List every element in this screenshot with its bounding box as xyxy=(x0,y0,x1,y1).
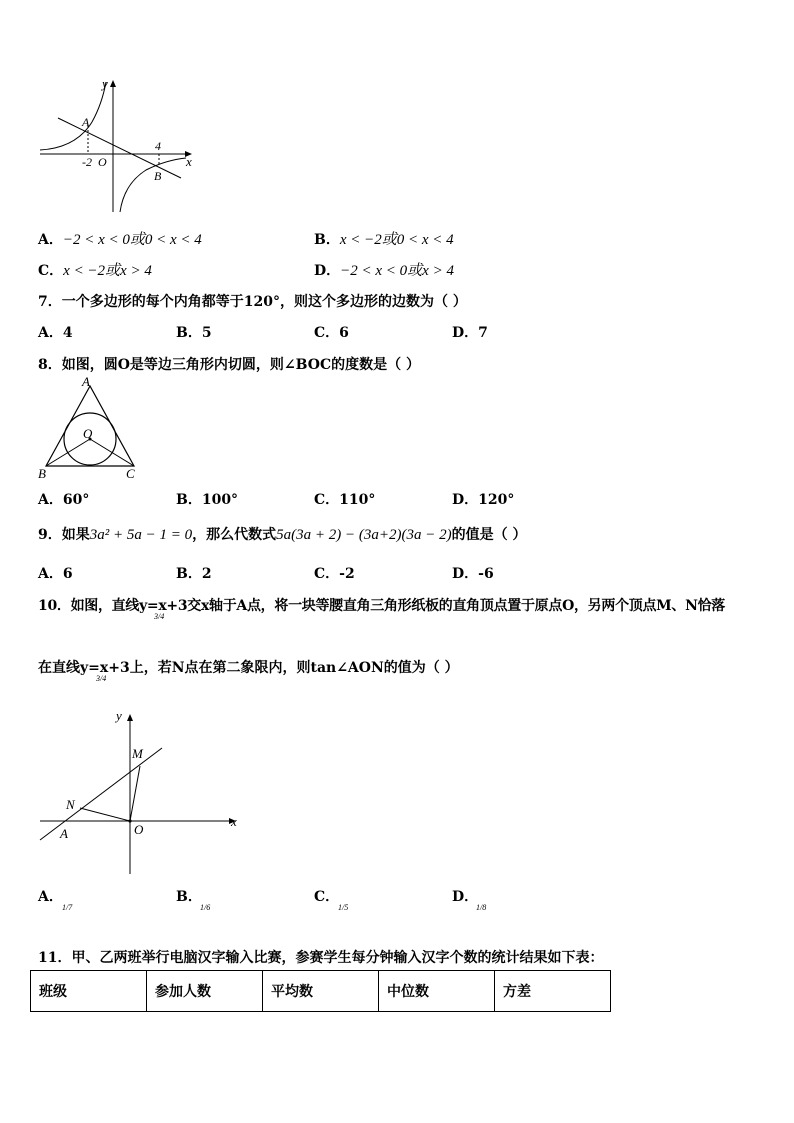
q8-option-d[interactable]: D．120° xyxy=(452,492,515,508)
point-b-label: B xyxy=(154,169,162,183)
q10-figure xyxy=(36,704,246,876)
q6-option-d[interactable]: D．−2 < x < 0或x > 4 xyxy=(314,263,454,279)
q10-stem-line1: 10．如图，直线y=x+3交x轴于A点，将一块等腰直角三角形纸板的直角顶点置于原点O，另两个顶点M、N恰落 xyxy=(38,598,725,614)
point-n-label: N xyxy=(66,797,75,812)
q6-option-c-text: x < −2或x > 4 xyxy=(63,263,152,279)
q7-option-d[interactable]: D．7 xyxy=(452,325,488,341)
axis-x-label: x xyxy=(186,154,192,169)
table-header-cell: 平均数 xyxy=(263,971,379,1012)
q10-fraction-2: 3/4 xyxy=(96,674,107,683)
vertex-b-label: B xyxy=(38,466,46,481)
q7-option-c[interactable]: C．6 xyxy=(314,325,349,341)
q6-option-b[interactable]: B．x < −2或0 < x < 4 xyxy=(314,232,454,248)
q10-option-d[interactable]: D． xyxy=(452,889,479,905)
table-header-cell: 参加人数 xyxy=(147,971,263,1012)
q6-figure xyxy=(36,74,196,216)
q8-option-a[interactable]: A．60° xyxy=(38,492,90,508)
q9-expression: 5a(3a + 2) − (3a+2)(3a − 2) xyxy=(276,527,452,543)
axis-y-label: y xyxy=(102,76,108,91)
tick-4-label: 4 xyxy=(155,139,161,153)
q7-stem: 7．一个多边形的每个内角都等于120°，则这个多边形的边数为（ ） xyxy=(38,294,467,310)
q10-option-b[interactable]: B． xyxy=(176,889,202,905)
q10-option-c[interactable]: C． xyxy=(314,889,340,905)
q6-option-a-text: −2 < x < 0或0 < x < 4 xyxy=(62,232,202,248)
q10-option-d-frac: 1/8 xyxy=(476,903,487,912)
q6-option-d-text: −2 < x < 0或x > 4 xyxy=(340,263,454,279)
q9-option-a[interactable]: A．6 xyxy=(38,566,73,582)
q10-option-a-frac: 1/7 xyxy=(62,903,73,912)
table-header-cell: 方差 xyxy=(495,971,611,1012)
q9-stem: 9．如果3a² + 5a − 1 = 0，那么代数式5a(3a + 2) − (3a+2)(3a − 2)的值是（ ） xyxy=(38,527,527,543)
q6-option-a[interactable]: A．−2 < x < 0或0 < x < 4 xyxy=(38,232,202,248)
table-header-cell: 班级 xyxy=(31,971,147,1012)
q9-option-d[interactable]: D．-6 xyxy=(452,566,494,582)
q10-fraction-1: 3/4 xyxy=(154,612,165,621)
q9-option-b[interactable]: B．2 xyxy=(176,566,212,582)
q9-condition: 3a² + 5a − 1 = 0 xyxy=(89,527,193,543)
point-m-label: M xyxy=(132,746,143,761)
point-a-label: A xyxy=(82,115,90,129)
q6-option-c[interactable]: C．x < −2或x > 4 xyxy=(38,263,152,279)
q7-option-a[interactable]: A．4 xyxy=(38,325,73,341)
tick-neg2-label: -2 xyxy=(82,155,92,169)
q9-option-c[interactable]: C．-2 xyxy=(314,566,355,582)
q8-figure xyxy=(36,374,142,482)
q10-option-c-frac: 1/5 xyxy=(338,903,349,912)
q7-option-b[interactable]: B．5 xyxy=(176,325,212,341)
q11-table xyxy=(30,970,611,1012)
q8-stem: 8．如图，圆O是等边三角形内切圆，则∠BOC的度数是（ ） xyxy=(38,357,420,373)
q10-option-a[interactable]: A． xyxy=(38,889,63,905)
table-header-row xyxy=(31,971,611,1012)
axis-x-label: x xyxy=(231,814,237,829)
origin-label: O xyxy=(98,155,107,169)
origin-label: O xyxy=(134,822,144,837)
q10-stem-line2: 在直线y=x+3上，若N点在第二象限内，则tan∠AON的值为（ ） xyxy=(38,660,459,676)
vertex-a-label: A xyxy=(82,374,90,389)
table-header-cell: 中位数 xyxy=(379,971,495,1012)
q6-option-b-text: x < −2或0 < x < 4 xyxy=(339,232,454,248)
vertex-c-label: C xyxy=(126,466,135,481)
q11-stem: 11．甲、乙两班举行电脑汉字输入比赛，参赛学生每分钟输入汉字个数的统计结果如下表： xyxy=(38,950,604,966)
q8-option-c[interactable]: C．110° xyxy=(314,492,376,508)
axis-y-label: y xyxy=(116,708,122,723)
center-o-label: O xyxy=(83,426,93,441)
q8-option-b[interactable]: B．100° xyxy=(176,492,239,508)
point-a-label: A xyxy=(60,826,68,841)
q10-option-b-frac: 1/6 xyxy=(200,903,211,912)
